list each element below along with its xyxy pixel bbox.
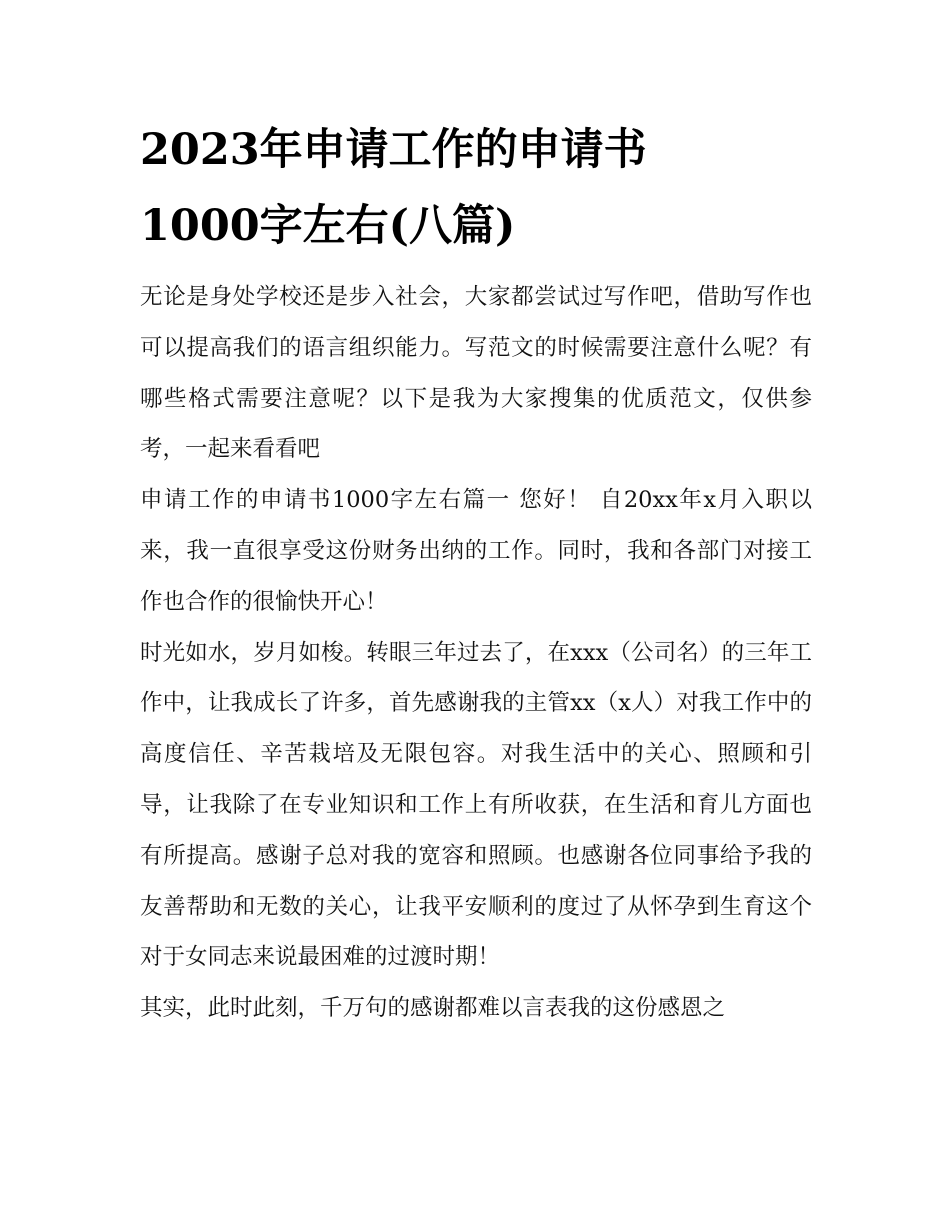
body-paragraph-1: 申请工作的申请书1000字左右篇一 您好！ 自20xx年x月入职以来，我一直很享受这份财务出纳的工作。同时，我和各部门对接工作也合作的很愉快开心！ [140, 487, 812, 615]
body-paragraph-2: 时光如水，岁月如梭。转眼三年过去了，在xxx（公司名）的三年工作中，让我成长了许多，首先感谢我的主管xx（x人）对我工作中的高度信任、辛苦栽培及无限包容。对我生活中的关心、照顾和引导，让我除了在专业知识和工作上有所收获，在生活和育儿方面也有所提高。感谢子总对我的宽容和照顾。也感谢各位同事给予我的友善帮助和无数的关心，让我平安顺利的度过了从怀孕到生育这个对于女同志来说最困难的过渡时期！ [140, 639, 812, 971]
document-title: 2023年申请工作的申请书 1000字左右(八篇) [140, 125, 647, 251]
intro-paragraph: 无论是身处学校还是步入社会，大家都尝试过写作吧，借助写作也可以提高我们的语言组织能力。写范文的时候需要注意什么呢？有哪些格式需要注意呢？以下是我为大家搜集的优质范文，仅供参考，一起来看看吧 [140, 284, 812, 463]
body-paragraph-3: 其实，此时此刻，千万句的感谢都难以言表我的这份感恩之 [140, 995, 726, 1022]
document-body [140, 112, 812, 1034]
